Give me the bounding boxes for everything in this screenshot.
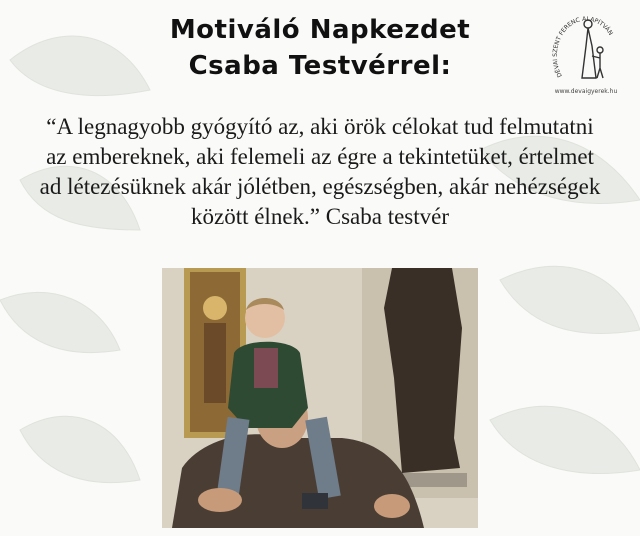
page-title xyxy=(110,12,530,84)
logo-url: www.devaigyerek.hu xyxy=(554,88,618,95)
svg-text:DÉVAI SZENT FERENC ALAPÍTVÁNY xyxy=(548,6,614,78)
title-line-1: Motiváló Napkezdet xyxy=(169,15,471,45)
title-line-2: Csaba Testvérrel: xyxy=(188,51,452,81)
logo-arc-text: DÉVAI SZENT FERENC ALAPÍTVÁN xyxy=(551,15,615,79)
quote-text: “A legnagyobb gyógyító az, aki örök célokat tud felmutatni az embereknek, aki felemeli az égre a tekintetüket, értelmet ad létezésüknek akár jólétben, egészségben, akár nehézségek között élnek.” Csaba testvér xyxy=(39,114,601,229)
saint-with-child-icon xyxy=(582,20,603,78)
photo-monk-with-child xyxy=(162,268,478,528)
